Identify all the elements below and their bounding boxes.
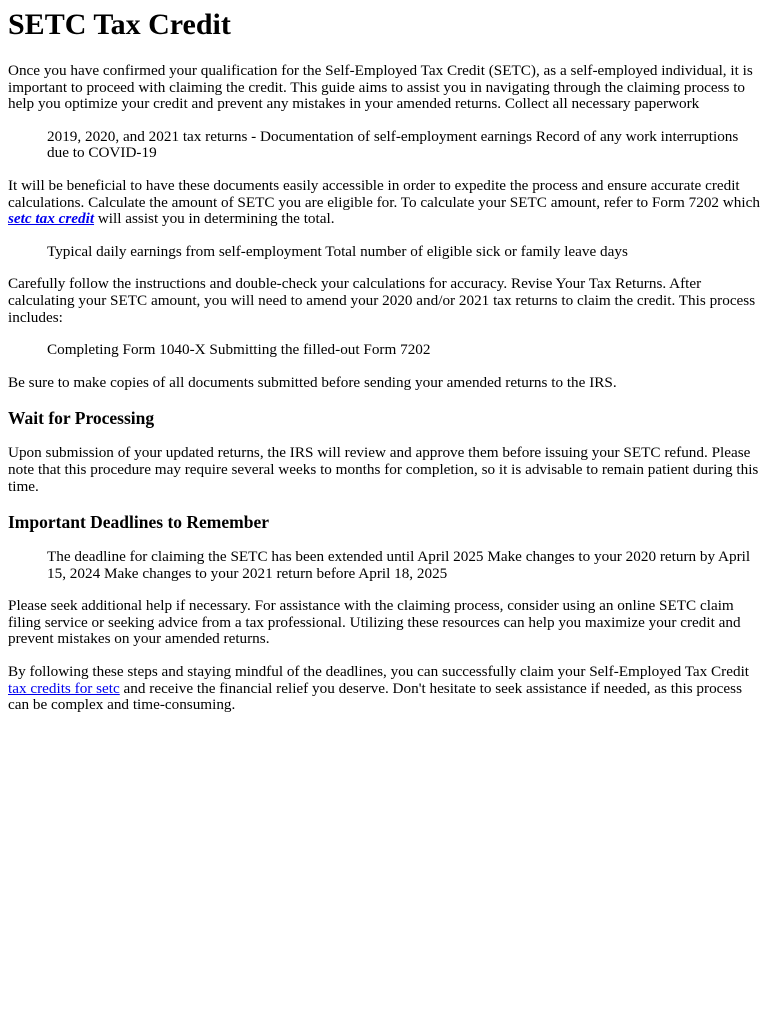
closing-paragraph	[8, 664, 760, 714]
closing-text-before: By following these steps and staying mindful of the deadlines, you can successfully claim your Self-Employed Tax Credit	[8, 663, 750, 681]
help-paragraph: Please seek additional help if necessary. For assistance with the claiming process, consider using an online SETC claim filing service or seeking advice from a tax professional. Utilizing these resources can help you maximize your credit and prevent mistakes on your amended returns.	[8, 597, 741, 648]
calculation-text-after: will assist you in determining the total.	[94, 210, 335, 228]
earnings-quote: Typical daily earnings from self-employment Total number of eligible sick or family leave days	[47, 242, 628, 260]
intro-paragraph: Once you have confirmed your qualification for the Self-Employed Tax Credit (SETC), as a self-employed individual, it is important to proceed with claiming the credit. This guide aims to assist you in navigating through the claiming process to help you optimize your credit and prevent any mistakes in your amended returns. Collect all necessary paperwork	[8, 62, 753, 113]
forms-quote: Completing Form 1040-X Submitting the filled-out Form 7202	[47, 341, 431, 359]
calculation-text-before: It will be beneficial to have these documents easily accessible in order to expedite the process and ensure accurate credit calculations. Calculate the amount of SETC you are eligible for. To calculate your SETC amount, refer to Form 7202 which	[8, 176, 760, 211]
wait-paragraph: Upon submission of your updated returns, the IRS will review and approve them before issuing your SETC refund. Please note that this procedure may require several weeks to months for completion, so it is advisable to remain patient during this time.	[8, 444, 759, 495]
deadlines-heading: Important Deadlines to Remember	[8, 512, 269, 533]
documents-quote: 2019, 2020, and 2021 tax returns - Documentation of self-employment earnings Record of any work interruptions due to COVID-19	[47, 127, 739, 162]
closing-text-after: and receive the financial relief you deserve. Don't hesitate to seek assistance if needed, as this process can be complex and time-consuming.	[8, 679, 742, 714]
page-title: SETC Tax Credit	[8, 8, 231, 41]
tax-credits-for-setc-link[interactable]: tax credits for setc	[8, 679, 120, 697]
article	[0, 8, 768, 714]
copies-paragraph: Be sure to make copies of all documents submitted before sending your amended returns to the IRS.	[8, 373, 617, 391]
calculation-paragraph	[8, 178, 760, 228]
setc-tax-credit-link[interactable]: setc tax credit	[8, 210, 95, 228]
revise-paragraph: Carefully follow the instructions and double-check your calculations for accuracy. Revise Your Tax Returns. After calculating your SETC amount, you will need to amend your 2020 and/or 2021 tax returns to claim the credit. This process includes:	[8, 275, 756, 326]
wait-heading: Wait for Processing	[8, 408, 155, 429]
deadlines-quote: The deadline for claiming the SETC has been extended until April 2025 Make changes to your 2020 return by April 15, 2024 Make changes to your 2021 return before April 18, 2025	[47, 548, 751, 582]
